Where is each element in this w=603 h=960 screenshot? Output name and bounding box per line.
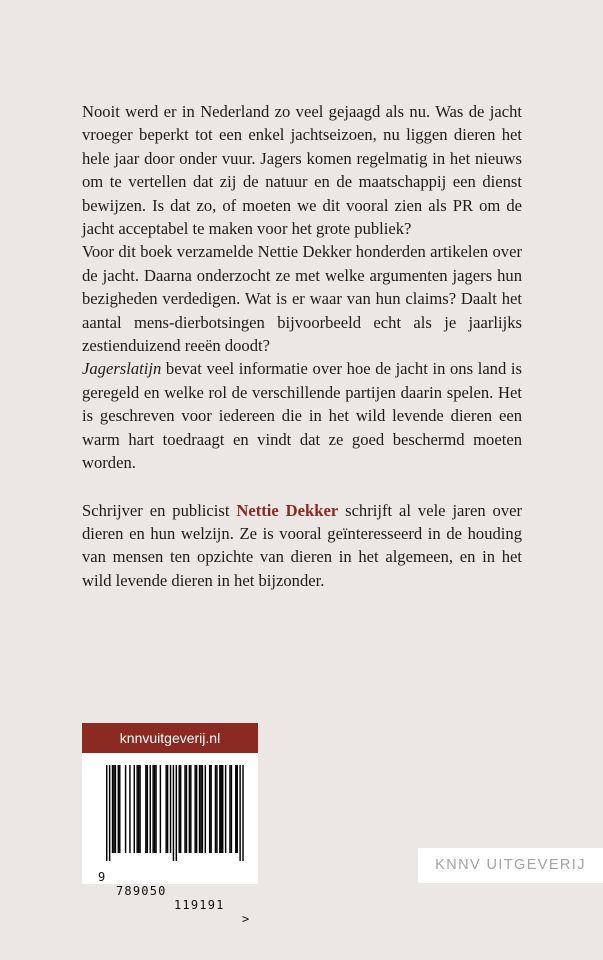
barcode-bar <box>113 765 114 853</box>
barcode-bar <box>209 765 210 853</box>
barcode-bar <box>194 765 195 853</box>
barcode-bar <box>134 765 135 853</box>
barcode-bar <box>179 765 180 853</box>
author-name: Nettie Dekker <box>236 500 339 520</box>
barcode-bar <box>112 765 113 853</box>
barcode-bar <box>222 765 223 853</box>
blurb-paragraph-3 <box>82 357 522 474</box>
barcode-bar <box>216 765 217 853</box>
barcode-bar <box>109 765 110 861</box>
barcode-bar <box>219 765 220 853</box>
blurb-paragraph-2 <box>82 240 522 357</box>
barcode-bar <box>229 765 230 853</box>
barcode-bar <box>115 765 116 853</box>
barcode-bar <box>125 765 126 853</box>
barcode-bar <box>165 765 166 853</box>
barcode-bar <box>155 765 156 853</box>
barcode-bar <box>200 765 201 853</box>
back-cover-blurb <box>82 100 522 592</box>
barcode-bar <box>147 765 148 853</box>
barcode-bar <box>170 765 171 853</box>
isbn-barcode <box>82 753 258 926</box>
isbn-group-left: 789050 <box>116 884 167 898</box>
barcode-bar <box>186 765 187 853</box>
isbn-lead-digit: 9 <box>98 870 106 884</box>
barcode-bar <box>189 765 190 853</box>
barcode-bar <box>167 765 168 853</box>
barcode-bar <box>154 765 155 853</box>
barcode-bar <box>235 765 236 853</box>
website-label: knnvuitgeverij.nl <box>82 723 258 753</box>
author-bio-text: schrijft al vele jaren over dieren en hun welzijn. Ze is vooral geïnteresseerd in de houding van mensen ten opzichte van dieren in het algemeen, en in het wild levende dieren in het bijzonder. <box>82 500 523 590</box>
barcode-bar <box>150 765 151 853</box>
barcode-bar <box>202 765 203 853</box>
barcode-bar <box>138 765 139 853</box>
barcode-bar <box>180 765 181 853</box>
barcode-bar <box>184 765 185 853</box>
barcode-bar <box>129 765 130 853</box>
barcode-bar <box>152 765 153 853</box>
isbn-group-right: 119191 <box>174 898 225 912</box>
barcode-bar <box>190 765 191 853</box>
barcode-bar <box>237 765 238 853</box>
isbn-number <box>82 856 258 940</box>
barcode-bar <box>215 765 216 853</box>
publisher-logo: KNNV UITGEVERIJ <box>418 848 603 883</box>
author-bio <box>82 499 522 593</box>
barcode-bar <box>139 765 140 853</box>
barcode-bar <box>225 765 226 853</box>
barcode-bar <box>136 765 137 853</box>
barcode-bar <box>145 765 146 853</box>
barcode-bar <box>239 765 240 861</box>
barcode-bar <box>205 765 206 853</box>
barcode-bar <box>196 765 197 853</box>
barcode-bar <box>242 765 243 861</box>
barcode-bar <box>176 765 177 861</box>
barcode-bar <box>210 765 211 853</box>
barcode-bar <box>106 765 107 861</box>
barcode-bar <box>173 765 174 861</box>
barcode-bar <box>118 765 119 853</box>
barcode-bar <box>199 765 200 853</box>
isbn-arrow: > <box>242 912 250 926</box>
barcode-bar <box>221 765 222 853</box>
barcode-bar <box>231 765 232 853</box>
book-title-italic: Jagerslatijn <box>82 359 162 379</box>
author-bio-intro: Schrijver en publicist <box>82 500 237 520</box>
blurb-paragraph-3-text: bevat veel informatie over hoe de jacht in ons land is geregeld en welke rol de verschillende partijen daarin spelen. Het is geschreven voor iedereen die in het wild levende dieren een warm hart toedraagt en vindt dat ze goed beschermd moeten worden. <box>82 359 522 473</box>
blurb-paragraph-2-text: Voor dit boek verzamelde Nettie Dekker honderden artikelen over de jacht. Daarna onderzocht ze met welke argumenten jagers hun bezigheden verdedigen. Wat is er waar van hun claims? Daalt het aantal mens-dierbotsingen bijvoorbeeld echt als je jaarlijks zestienduizend reeën doodt? <box>82 242 522 356</box>
blurb-paragraph-1: Nooit werd er in Nederland zo veel gejaagd als nu. Was de jacht vroeger beperkt tot een enkel jachtseizoen, nu liggen dieren het hele jaar door onder vuur. Jagers komen regelmatig in het nieuws om te vertellen dat zij de natuur en de maatschappij een dienst bewijzen. Is dat zo, of moeten we dit vooral zien als PR om de jacht acceptabel te maken voor het grote publiek? <box>82 102 522 239</box>
barcode-bar <box>160 765 161 853</box>
barcode-bar <box>119 765 120 853</box>
